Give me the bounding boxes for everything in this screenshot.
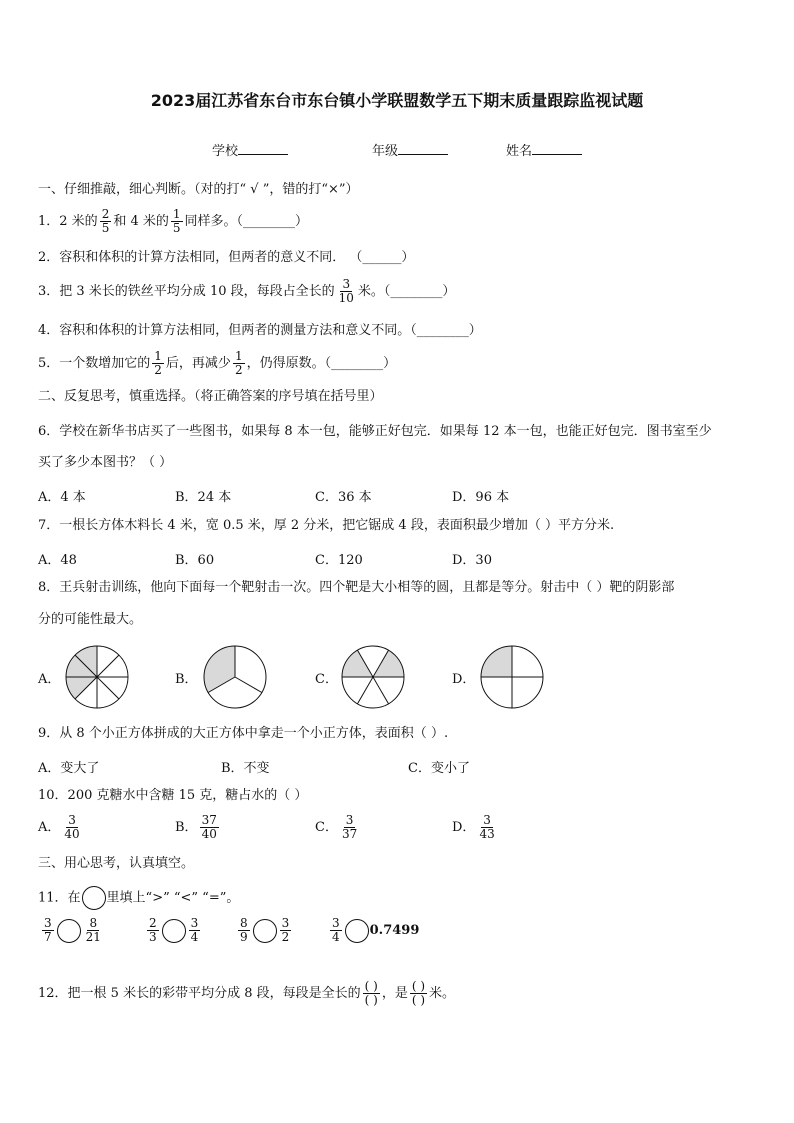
name-blank[interactable] bbox=[532, 142, 582, 155]
denominator: 40 bbox=[64, 827, 80, 841]
grade-blank[interactable] bbox=[398, 142, 448, 155]
q5-text-a: 5．一个数增加它的 bbox=[38, 356, 151, 371]
target-b[interactable] bbox=[202, 644, 268, 710]
numerator-blank[interactable]: ( ) bbox=[411, 979, 426, 993]
q11-answer-circle[interactable] bbox=[57, 919, 81, 943]
q8-option-a[interactable]: A． bbox=[38, 672, 61, 687]
q5-fraction-2 bbox=[233, 350, 245, 377]
numerator: 3 bbox=[342, 277, 351, 291]
question-5 bbox=[38, 350, 396, 377]
numerator: 8 bbox=[89, 916, 98, 930]
denominator: 2 bbox=[154, 363, 162, 377]
q7-option-b[interactable]: B．60 bbox=[175, 553, 215, 568]
denominator: 7 bbox=[44, 930, 52, 944]
numerator: 3 bbox=[345, 813, 354, 827]
numerator: 2 bbox=[101, 207, 110, 221]
question-10: 10．200 克糖水中含糖 15 克，糖占水的（ ） bbox=[38, 788, 308, 803]
question-1 bbox=[38, 208, 308, 235]
q11-decimal-value: 0.7499 bbox=[369, 923, 420, 938]
target-c-shaded-sector bbox=[373, 650, 404, 677]
denominator: 4 bbox=[332, 930, 340, 944]
q11-right-fraction bbox=[189, 917, 201, 944]
denominator: 5 bbox=[101, 221, 110, 235]
q8-option-d[interactable]: D． bbox=[452, 672, 476, 687]
q11-item-2 bbox=[145, 917, 202, 944]
page-title: 2023届江苏省东台市东台镇小学联盟数学五下期末质量跟踪监视试题 bbox=[150, 91, 644, 110]
section-3-heading: 三、用心思考，认真填空。 bbox=[38, 856, 195, 871]
q10-option-c[interactable] bbox=[315, 814, 361, 841]
q5-text-b: 后，再减少 bbox=[165, 356, 231, 371]
q3-text-b: 米。（________） bbox=[357, 284, 456, 299]
question-4: 4．容积和体积的计算方法相同，但两者的测量方法和意义不同。（________） bbox=[38, 323, 482, 338]
q10-fraction-d bbox=[477, 814, 496, 841]
q5-text-c: ，仍得原数。（________） bbox=[246, 356, 397, 371]
question-3 bbox=[38, 278, 455, 305]
numerator: 3 bbox=[68, 813, 76, 827]
question-6-line-1: 6．学校在新华书店买了一些图书，如果每 8 本一包，能够正好包完．如果每 12 本一包，也能正好包完．图书室至少 bbox=[38, 424, 712, 439]
q11-right-fraction bbox=[84, 917, 103, 944]
numerator: 3 bbox=[483, 813, 491, 827]
q7-option-c[interactable]: C．120 bbox=[315, 553, 363, 568]
q7-option-a[interactable]: A．48 bbox=[38, 553, 77, 568]
target-c-shaded-sector bbox=[342, 650, 373, 677]
numerator: 1 bbox=[154, 349, 162, 363]
q7-option-d[interactable]: D．30 bbox=[452, 553, 492, 568]
q12-text-c: 米。 bbox=[429, 986, 456, 1001]
q6-option-b[interactable]: B．24 本 bbox=[175, 490, 232, 505]
q12-text-b: ，是 bbox=[381, 986, 408, 1001]
numerator-blank[interactable]: ( ) bbox=[364, 979, 378, 993]
q11-left-fraction bbox=[238, 917, 250, 944]
question-12 bbox=[38, 980, 455, 1007]
section-1-heading: 一、仔细推敲，细心判断。（对的打“ √ ”，错的打“×”） bbox=[38, 182, 359, 197]
question-6-line-2: 买了多少本图书？（ ） bbox=[38, 455, 173, 470]
question-8-line-2: 分的可能性最大。 bbox=[38, 612, 143, 627]
numerator: 1 bbox=[234, 349, 243, 363]
q12-blank-fraction-2[interactable] bbox=[410, 980, 427, 1007]
name-label: 姓名 bbox=[506, 144, 533, 159]
denominator: 40 bbox=[201, 827, 217, 841]
q9-option-b[interactable]: B．不变 bbox=[221, 761, 270, 776]
school-label: 学校 bbox=[212, 144, 239, 159]
denominator: 37 bbox=[341, 827, 358, 841]
numerator: 3 bbox=[281, 916, 290, 930]
numerator: 3 bbox=[332, 916, 340, 930]
option-label: B． bbox=[175, 820, 198, 835]
denominator: 2 bbox=[281, 930, 290, 944]
denominator: 9 bbox=[240, 930, 248, 944]
q11-answer-circle[interactable] bbox=[345, 919, 369, 943]
grade-label: 年级 bbox=[372, 144, 399, 159]
numerator: 8 bbox=[240, 916, 248, 930]
denominator: 3 bbox=[149, 930, 157, 944]
q11-left-fraction bbox=[42, 917, 54, 944]
q6-option-a[interactable]: A．4 本 bbox=[38, 490, 86, 505]
q12-text-a: 12．把一根 5 米长的彩带平均分成 8 段，每段是全长的 bbox=[38, 986, 361, 1001]
q11-item-1 bbox=[40, 917, 105, 944]
denominator-blank[interactable]: ( ) bbox=[411, 993, 426, 1007]
q10-option-d[interactable] bbox=[452, 814, 499, 841]
q9-option-c[interactable]: C．变小了 bbox=[408, 761, 470, 776]
option-label: D． bbox=[452, 820, 476, 835]
q11-text-a: 11．在 bbox=[38, 890, 81, 906]
option-label: A． bbox=[38, 820, 61, 835]
q3-text-a: 3．把 3 米长的铁丝平均分成 10 段，每段占全长的 bbox=[38, 284, 335, 299]
section-2-heading: 二、反复思考，慎重选择。（将正确答案的序号填在括号里） bbox=[38, 389, 383, 404]
question-8-line-1: 8．王兵射击训练，他向下面每一个靶射击一次。四个靶是大小相等的圆，且都是等分。射击中（ ）靶的阴影部 bbox=[38, 580, 675, 595]
q1-text-a: 1．2 米的 bbox=[38, 214, 98, 229]
question-9: 9．从 8 个小正方体拼成的大正方体中拿走一个小正方体，表面积（ ）. bbox=[38, 726, 449, 741]
target-c[interactable] bbox=[340, 644, 406, 710]
target-a[interactable] bbox=[64, 644, 130, 710]
question-11 bbox=[38, 886, 239, 910]
q12-blank-fraction-1[interactable] bbox=[363, 980, 380, 1007]
question-2: 2．容积和体积的计算方法相同，但两者的意义不同． （______） bbox=[38, 250, 415, 265]
q10-fraction-c bbox=[340, 814, 359, 841]
denominator: 2 bbox=[234, 363, 243, 377]
q10-option-b[interactable] bbox=[175, 814, 221, 841]
q8-option-b[interactable]: B． bbox=[175, 672, 198, 687]
grade-field bbox=[372, 140, 448, 159]
numerator: 3 bbox=[190, 916, 199, 930]
q1-fraction-2 bbox=[171, 208, 183, 235]
q6-option-c[interactable]: C．36 本 bbox=[315, 490, 372, 505]
q1-text-c: 同样多。（________） bbox=[184, 214, 309, 229]
q11-right-fraction bbox=[280, 917, 292, 944]
school-blank[interactable] bbox=[238, 142, 288, 155]
q1-text-b: 和 4 米的 bbox=[113, 214, 169, 229]
q1-fraction-1 bbox=[100, 208, 112, 235]
denominator: 43 bbox=[479, 827, 495, 841]
numerator: 2 bbox=[149, 916, 157, 930]
q8-option-c[interactable]: C． bbox=[315, 672, 338, 687]
option-label: C． bbox=[315, 820, 338, 835]
q11-text-b: 里填上“>” “<” “=”。 bbox=[106, 890, 240, 906]
q11-left-fraction bbox=[147, 917, 159, 944]
denominator: 5 bbox=[172, 221, 181, 235]
q3-fraction bbox=[337, 278, 356, 305]
target-a-dividers bbox=[66, 646, 128, 708]
q10-fraction-a bbox=[62, 814, 81, 841]
numerator: 3 bbox=[44, 916, 52, 930]
q11-item-3 bbox=[236, 917, 293, 944]
q6-option-d[interactable]: D．96 本 bbox=[452, 490, 510, 505]
school-field bbox=[212, 140, 288, 159]
name-field bbox=[506, 140, 582, 159]
comparison-circle-icon bbox=[82, 886, 106, 910]
q5-fraction-1 bbox=[152, 350, 164, 377]
q11-item-4 bbox=[328, 917, 419, 944]
target-a-shaded-sector bbox=[66, 677, 97, 699]
q10-option-a[interactable] bbox=[38, 814, 84, 841]
denominator: 10 bbox=[338, 291, 354, 305]
question-7: 7．一根长方体木料长 4 米，宽 0.5 米，厚 2 分米，把它锯成 4 段，表面积最少增加（ ）平方分米. bbox=[38, 518, 615, 533]
denominator: 4 bbox=[190, 930, 199, 944]
q9-option-a[interactable]: A．变大了 bbox=[38, 761, 100, 776]
q10-fraction-b bbox=[200, 814, 219, 841]
q11-answer-circle[interactable] bbox=[162, 919, 186, 943]
numerator: 1 bbox=[172, 207, 181, 221]
numerator: 37 bbox=[201, 813, 217, 827]
q11-left-fraction bbox=[330, 917, 342, 944]
q11-answer-circle[interactable] bbox=[253, 919, 277, 943]
denominator-blank[interactable]: ( ) bbox=[364, 993, 378, 1007]
denominator: 21 bbox=[85, 930, 101, 944]
target-d[interactable] bbox=[479, 644, 545, 710]
